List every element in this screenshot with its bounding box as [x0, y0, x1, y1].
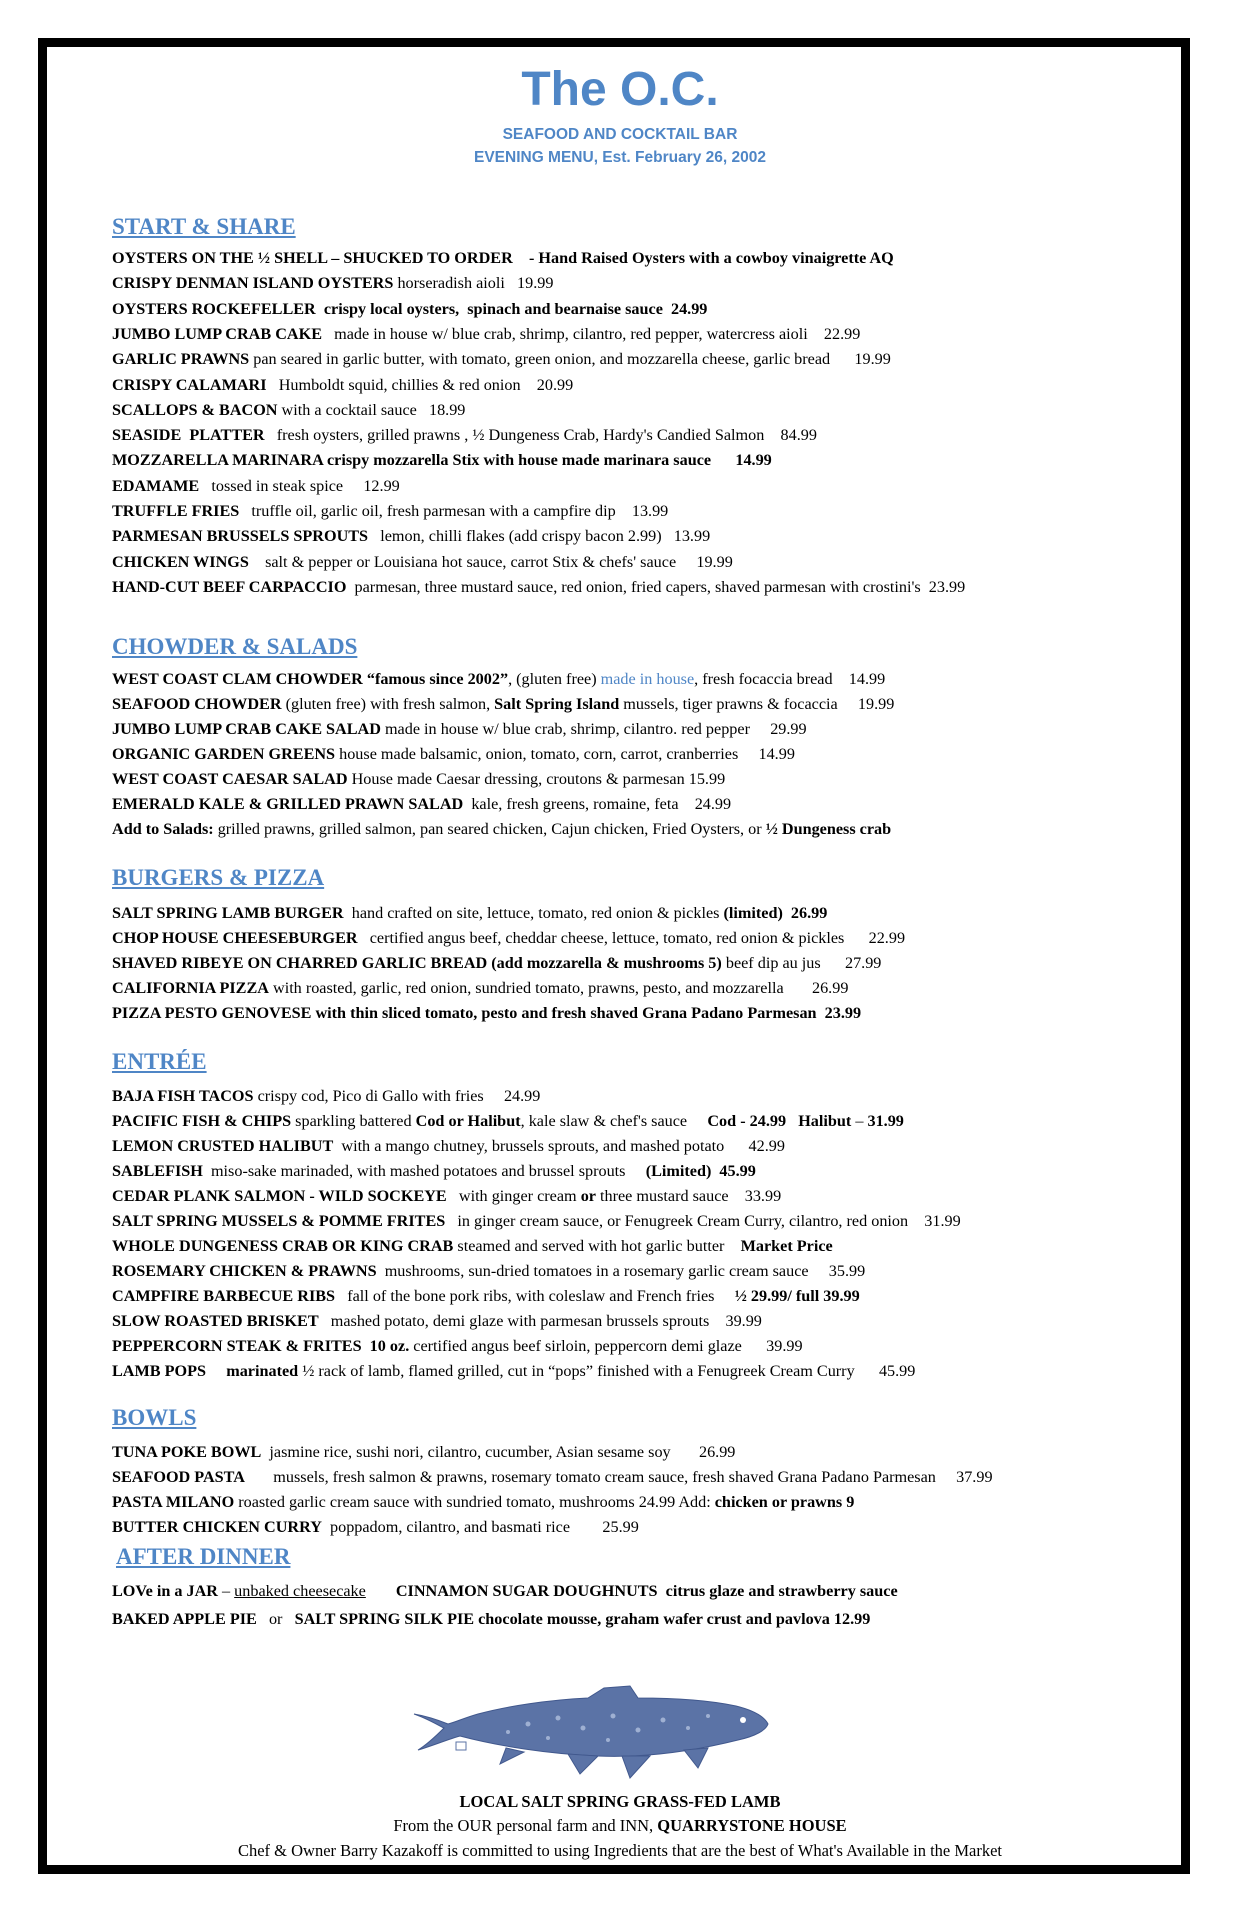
- menu-item: CEDAR PLANK SALMON - WILD SOCKEYE with ginger cream or three mustard sauce 33.99: [112, 1187, 782, 1205]
- restaurant-subtitle: SEAFOOD AND COCKTAIL BAR: [502, 126, 738, 143]
- menu-item: LOVe in a JAR – unbaked cheesecake CINNAMON SUGAR DOUGHNUTS citrus glaze and strawberry sauce: [112, 1582, 898, 1600]
- menu-subtitle: EVENING MENU, Est. February 26, 2002: [473, 149, 767, 166]
- menu-item: OYSTERS ON THE ½ SHELL – SHUCKED TO ORDER - Hand Raised Oysters with a cowboy vinaigrette AQ: [112, 249, 894, 267]
- menu-item: SHAVED RIBEYE ON CHARRED GARLIC BREAD (add mozzarella & mushrooms 5) beef dip au jus 27.99: [112, 954, 882, 972]
- menu-item: JUMBO LUMP CRAB CAKE SALAD made in house w/ blue crab, shrimp, cilantro. red pepper 29.99: [112, 720, 807, 738]
- menu-item: GARLIC PRAWNS pan seared in garlic butter, with tomato, green onion, and mozzarella cheese, garlic bread 19.99: [112, 350, 891, 369]
- menu-item: TRUFFLE FRIES truffle oil, garlic oil, fresh parmesan with a campfire dip 13.99: [112, 502, 669, 520]
- section-entree: ENTRÉE: [112, 1049, 207, 1074]
- menu-item: EMERALD KALE & GRILLED PRAWN SALAD kale, fresh greens, romaine, feta 24.99: [112, 795, 732, 813]
- menu-item: BUTTER CHICKEN CURRY poppadom, cilantro, and basmati rice 25.99: [112, 1518, 639, 1536]
- menu-item: HAND-CUT BEEF CARPACCIO parmesan, three mustard sauce, red onion, fried capers, shaved parmesan with crostini's 23.99: [112, 577, 966, 596]
- menu-item: PACIFIC FISH & CHIPS sparkling battered Cod or Halibut, kale slaw & chef's sauce Cod - 24.99 Halibut – 31.99: [112, 1112, 904, 1130]
- menu-item: LEMON CRUSTED HALIBUT with a mango chutney, brussels sprouts, and mashed potato 42.99: [112, 1137, 785, 1155]
- menu-item: WHOLE DUNGENESS CRAB OR KING CRAB steamed and served with hot garlic butter Market Price: [112, 1237, 833, 1255]
- menu-item: SEAFOOD PASTA mussels, fresh salmon & prawns, rosemary tomato cream sauce, fresh shaved Grana Padano Parmesan 37.99: [112, 1468, 993, 1486]
- section-chowder-salads: CHOWDER & SALADS: [112, 634, 358, 659]
- menu-item: WEST COAST CAESAR SALAD House made Caesar dressing, croutons & parmesan 15.99: [112, 770, 726, 788]
- menu-item: CHOP HOUSE CHEESEBURGER certified angus beef, cheddar cheese, lettuce, tomato, red onion & pickles 22.99: [112, 929, 906, 947]
- menu-item: SCALLOPS & BACON with a cocktail sauce 18.99: [112, 400, 466, 419]
- menu-item: JUMBO LUMP CRAB CAKE made in house w/ blue crab, shrimp, cilantro, red pepper, watercress aioli 22.99: [112, 324, 861, 343]
- menu-item: PASTA MILANO roasted garlic cream sauce with sundried tomato, mushrooms 24.99 Add: chicken or prawns 9: [112, 1493, 855, 1511]
- footer-lamb: LOCAL SALT SPRING GRASS-FED LAMB: [459, 1792, 781, 1811]
- section-bowls: BOWLS: [112, 1405, 197, 1430]
- menu-item: MOZZARELLA MARINARA crispy mozzarella Stix with house made marinara sauce 14.99: [112, 451, 772, 470]
- section-after-dinner: AFTER DINNER: [116, 1544, 291, 1569]
- menu-item: PARMESAN BRUSSELS SPROUTS lemon, chilli flakes (add crispy bacon 2.99) 13.99: [112, 527, 711, 546]
- menu-item: SLOW ROASTED BRISKET mashed potato, demi glaze with parmesan brussels sprouts 39.99: [112, 1312, 762, 1330]
- footer-chef: Chef & Owner Barry Kazakoff is committed to using Ingredients that are the best of What's Available in the Market: [237, 1841, 1003, 1860]
- menu-item: SEAFOOD CHOWDER (gluten free) with fresh salmon, Salt Spring Island mussels, tiger prawns & focaccia 19.99: [112, 695, 895, 713]
- menu-item: PIZZA PESTO GENOVESE with thin sliced tomato, pesto and fresh shaved Grana Padano Parmesan 23.99: [112, 1004, 862, 1022]
- menu-item: SABLEFISH miso-sake marinaded, with mashed potatoes and brussel sprouts (Limited) 45.99: [112, 1162, 756, 1180]
- menu-item: SALT SPRING MUSSELS & POMME FRITES in ginger cream sauce, or Fenugreek Cream Curry, cilantro, red onion 31.99: [112, 1212, 961, 1230]
- footer-farm: From the OUR personal farm and INN, QUARRYSTONE HOUSE: [393, 1816, 847, 1835]
- section-burgers-pizza: BURGERS & PIZZA: [112, 865, 325, 890]
- menu-item: OYSTERS ROCKEFELLER crispy local oysters, spinach and bearnaise sauce 24.99: [112, 299, 708, 318]
- menu-item: ROSEMARY CHICKEN & PRAWNS mushrooms, sun-dried tomatoes in a rosemary garlic cream sauce 35.99: [112, 1262, 866, 1280]
- menu-item: BAJA FISH TACOS crispy cod, Pico di Gallo with fries 24.99: [112, 1087, 541, 1105]
- menu-item: CRISPY CALAMARI Humboldt squid, chillies & red onion 20.99: [112, 375, 574, 394]
- section-start-share: START & SHARE: [112, 214, 296, 239]
- menu-item: SEASIDE PLATTER fresh oysters, grilled prawns , ½ Dungeness Crab, Hardy's Candied Salmon 84.99: [112, 426, 817, 445]
- menu-item: BAKED APPLE PIE or SALT SPRING SILK PIE chocolate mousse, graham wafer crust and pavlova 12.99: [112, 1610, 871, 1628]
- menu-item: ORGANIC GARDEN GREENS house made balsamic, onion, tomato, corn, carrot, cranberries 14.99: [112, 745, 795, 763]
- trout-illustration: [408, 1684, 772, 1780]
- menu-item: CALIFORNIA PIZZA with roasted, garlic, red onion, sundried tomato, prawns, pesto, and mozzarella 26.99: [112, 979, 849, 997]
- menu-item: LAMB POPS marinated ½ rack of lamb, flamed grilled, cut in “pops” finished with a Fenugreek Cream Curry 45.99: [112, 1362, 916, 1380]
- menu-item: PEPPERCORN STEAK & FRITES 10 oz. certified angus beef sirloin, peppercorn demi glaze 39.99: [112, 1337, 803, 1355]
- menu-item: TUNA POKE BOWL jasmine rice, sushi nori, cilantro, cucumber, Asian sesame soy 26.99: [112, 1443, 736, 1461]
- menu-item: CHICKEN WINGS salt & pepper or Louisiana hot sauce, carrot Stix & chefs' sauce 19.99: [112, 552, 733, 571]
- menu-item: WEST COAST CLAM CHOWDER “famous since 2002”, (gluten free) made in house, fresh focaccia bread 14.99: [112, 670, 886, 688]
- menu-item: SALT SPRING LAMB BURGER hand crafted on site, lettuce, tomato, red onion & pickles (limited) 26.99: [112, 904, 828, 922]
- menu-item: CRISPY DENMAN ISLAND OYSTERS horseradish aioli 19.99: [112, 274, 554, 293]
- restaurant-title: The O.C.: [521, 63, 719, 116]
- menu-item: EDAMAME tossed in steak spice 12.99: [112, 476, 400, 495]
- menu-item: CAMPFIRE BARBECUE RIBS fall of the bone pork ribs, with coleslaw and French fries ½ 29.99/ full 39.99: [112, 1287, 860, 1305]
- menu-item: Add to Salads: grilled prawns, grilled salmon, pan seared chicken, Cajun chicken, Fried Oysters, or ½ Dungeness crab: [112, 820, 892, 838]
